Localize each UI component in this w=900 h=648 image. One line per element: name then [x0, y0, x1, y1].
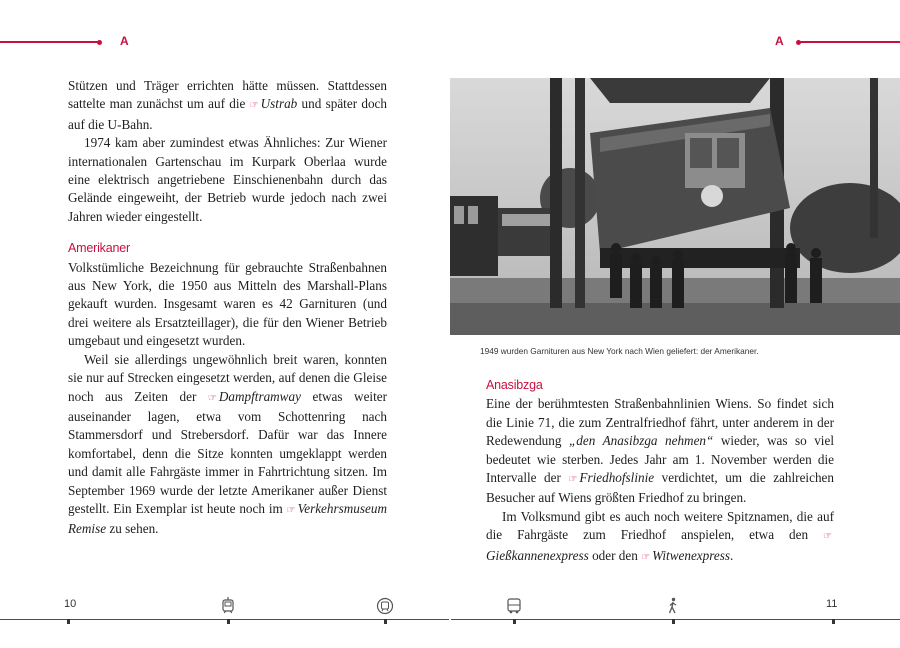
footer-tick — [227, 619, 230, 624]
entry-heading-anasibzga: Anasibzga — [486, 378, 543, 392]
photo-caption: 1949 wurden Garnituren aus New York nach Wien geliefert: der Amerikaner. — [480, 346, 759, 356]
header-rule-left — [0, 41, 98, 43]
pointing-hand-icon: ☞ — [568, 474, 578, 486]
page-number-left: 10 — [64, 598, 77, 610]
paragraph: Stützen und Träger errichten hätte müssen. Stattdessen sattelte man zunächst um auf die ☞ Ustrab und später doch auf die U-Bahn. — [68, 78, 387, 132]
cross-reference[interactable]: ☞ Dampftramway — [207, 388, 301, 404]
paragraph: Volkstümliche Bezeichnung für gebrauchte Straßenbahnen aus New York, die 1950 aus Mitteln des Marshall-Plans gekauft wurden. Insgesamt waren es 42 Garnituren (und drei weitere als Ersatzteillager), die für den Wiener Betrieb umgebaut und eingesetzt wurden. — [68, 259, 387, 349]
cross-reference[interactable]: ☞Gießkannenexpress — [486, 531, 832, 563]
idiom-quote: „den Anasibzga nehmen“ — [568, 433, 714, 449]
footer-tick — [384, 619, 387, 624]
cross-reference[interactable]: ☞ Verkehrsmuseum Remise — [68, 500, 387, 537]
pointing-hand-icon: ☞ — [641, 551, 651, 563]
header-letter-left: A — [120, 34, 129, 48]
pointing-hand-icon: ☞ — [823, 531, 832, 543]
page-number-right: 11 — [826, 598, 838, 610]
cross-reference[interactable]: ☞ Ustrab — [249, 96, 298, 112]
walking-person-icon — [664, 597, 682, 615]
bus-icon — [505, 597, 523, 615]
pointing-hand-icon: ☞ — [207, 392, 217, 404]
header-rule-right — [800, 41, 900, 43]
footer-tick — [513, 619, 516, 624]
paragraph: Im Volksmund gibt es auch noch weitere Spitznamen, die auf die Fahrgäste zum Friedhof anspielen, etwa den ☞Gießkannenexpress oder den ☞ Witwenexpress. — [486, 508, 834, 563]
footer-tick — [832, 619, 835, 624]
paragraph: 1974 kam aber zumindest etwas Ähnliches: Zur Wiener internationalen Gartenschau im Kurpark Oberlaa wurde eine elektrisch angetriebene Einschienenbahn durch das Gelände eingeweiht, der Betrieb wurde jedoch nach zwei Jahren wieder eingestellt. — [68, 135, 387, 224]
footer-tick — [67, 619, 70, 624]
tram-photo — [450, 78, 900, 335]
right-page-text — [486, 364, 834, 567]
pointing-hand-icon: ☞ — [249, 100, 259, 112]
left-page-text — [68, 77, 387, 539]
paragraph: Weil sie allerdings ungewöhnlich breit waren, konnten sie nur auf Strecken eingesetzt werden, auf denen die Gleise noch aus Zeiten der ☞ Dampftramway etwas weiter auseinander lagen, etwa vom Schottenring nach Stammersdorf und Strebersdorf. Dafür war das Innere komfortabel, denn die Sitze konnten umgeklappt werden und damit alle Fahrgäste immer in Fahrtrichtung sitzen. Im September 1969 wurde der letzte Amerikaner außer Dienst gestellt. Ein Exemplar ist heute noch im ☞ Verkehrsmuseum Remise zu sehen. — [68, 351, 387, 537]
pointing-hand-icon: ☞ — [286, 504, 296, 516]
tram-photo-illustration — [450, 78, 900, 335]
cross-reference[interactable]: ☞ Friedhofslinie — [568, 470, 655, 486]
tram-icon — [219, 597, 237, 615]
header-dot-left — [97, 40, 102, 45]
cross-reference[interactable]: ☞ Witwenexpress — [641, 547, 731, 563]
footer-tick — [672, 619, 675, 624]
header-letter-right: A — [775, 34, 784, 48]
entry-heading-amerikaner: Amerikaner — [68, 241, 130, 256]
metro-icon — [376, 597, 394, 615]
paragraph: Eine der berühmtesten Straßenbahnlinien Wiens. So findet sich die Linie 71, die zum Zentralfriedhof fährt, unter anderem in der Redewendung „den Anasibzga nehmen“ wieder, was so viel bedeutet wie sterben. Jedes Jahr am 1. November werden die Intervalle der ☞ Friedhofslinie verdichtet, um die zahlreichen Besucher auf Wiens größten Friedhof zu bringen. — [486, 396, 834, 506]
